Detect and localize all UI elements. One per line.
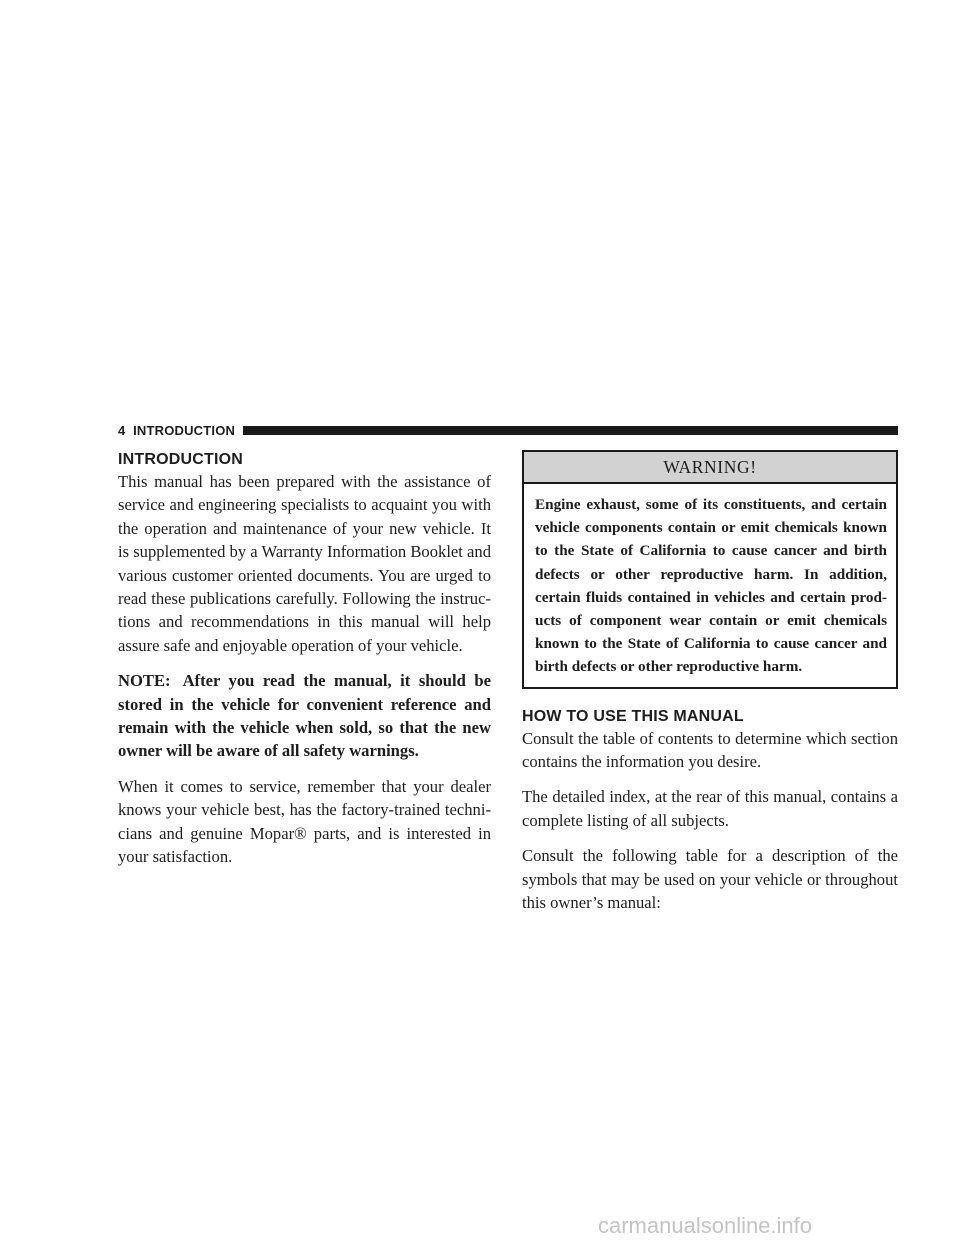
service-paragraph: When it comes to service, remember that your dealer knows your vehicle best, has the factory-trained techni-cians and genuine Mopar® parts, and is interested in your satisfaction. — [118, 776, 491, 867]
right-column — [522, 450, 898, 926]
running-header — [118, 423, 235, 438]
page-header — [118, 422, 898, 438]
how-to-use-heading: HOW TO USE THIS MANUAL — [522, 707, 744, 725]
note-text: After you read the manual, it should be stored in the vehicle for convenient reference and remain with the vehicle when sold, so that the new owner will be aware of all safety warnings. — [118, 671, 491, 761]
note-label: NOTE: — [118, 671, 171, 691]
index-paragraph: The detailed index, at the rear of this manual, contains a complete listing of all subjects. — [522, 787, 898, 830]
header-section-title: INTRODUCTION — [133, 422, 236, 438]
note-paragraph — [118, 669, 491, 763]
introduction-heading: INTRODUCTION — [118, 451, 244, 468]
table-of-contents-paragraph: Consult the table of contents to determine which section contains the information you desire. — [522, 728, 898, 772]
header-rule — [243, 426, 898, 435]
watermark: carmanualsonline.info — [598, 1213, 813, 1238]
warning-box — [522, 450, 898, 689]
warning-text: Engine exhaust, some of its constituents, and certain vehicle components contain or emit chemicals known to the State of California to cause cancer and birth defects or other reproductive harm. In addition, certain fluids contained in vehicles and certain prod-ucts of component wear contain or emit chemicals known to the State of California to cause cancer and birth defects or other reproductive harm. — [535, 496, 887, 676]
introduction-paragraph: This manual has been prepared with the assistance of service and engineering specialists to acquaint you with the operation and maintenance of your new vehicle. It is supplemented by a Warranty Information Booklet and various customer oriented documents. You are urged to read these publications carefully. Following the instruc-tions and recommendations in this manual will help assure safe and enjoyable operation of your vehicle. — [118, 472, 492, 655]
left-column — [118, 450, 491, 881]
warning-title: WARNING! — [524, 452, 896, 484]
page-number: 4 — [118, 422, 126, 438]
symbols-paragraph: Consult the following table for a description of the symbols that may be used on your vehicle or throughout this owner’s manual: — [522, 846, 898, 913]
